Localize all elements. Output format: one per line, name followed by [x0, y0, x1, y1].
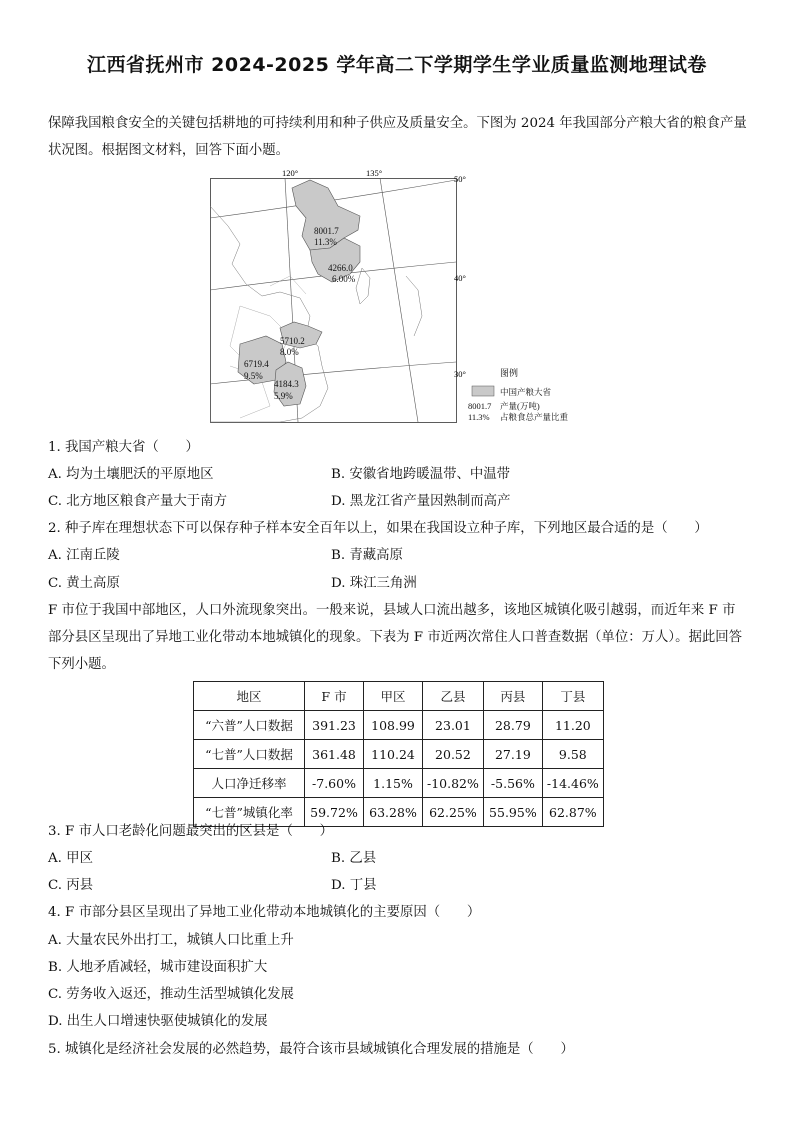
lon-label: 135° [366, 168, 383, 178]
table-cell: -10.82% [423, 769, 484, 798]
question-1-option-c[interactable]: C. 北方地区粮食产量大于南方 [48, 494, 227, 509]
table-cell: 11.20 [542, 711, 603, 740]
question-1-option-a[interactable]: A. 均为土壤肥沃的平原地区 [48, 467, 214, 482]
table-cell: 108.99 [364, 711, 423, 740]
table-cell: 20.52 [423, 740, 484, 769]
table-cell: “六普”人口数据 [194, 711, 305, 740]
table-cell: 62.87% [542, 798, 603, 827]
province-value: 8001.7 [314, 226, 339, 236]
map-legend [468, 367, 569, 422]
question-2-option-b[interactable]: B. 青藏高原 [331, 548, 403, 563]
legend-share-desc: 占粮食总产量比重 [500, 412, 569, 422]
table-cell: 27.19 [483, 740, 542, 769]
table-header-cell: F 市 [305, 682, 364, 711]
table-cell: 59.72% [305, 798, 364, 827]
question-4-stem: 4. F 市部分县区呈现出了异地工业化带动本地城镇化的主要原因（ ） [48, 905, 481, 920]
population-table [193, 681, 604, 827]
legend-value-desc: 产量(万吨) [500, 401, 540, 411]
table-cell: -14.46% [542, 769, 603, 798]
intro-paragraph-population: F 市位于我国中部地区，人口外流现象突出。一般来说，县域人口流出越多，该地区城镇化吸引越弱，而近年来 F 市部分县区呈现出了异地工业化带动本地城镇化的现象。下表为 F 市近两次常住人口普查数据（单位：万人）。据此回答下列小题。 [48, 603, 743, 672]
lat-label: 50° [454, 174, 466, 184]
table-cell: 28.79 [483, 711, 542, 740]
province-value: 4184.3 [274, 379, 299, 389]
grain-province-map [210, 166, 590, 428]
legend-sample-value: 8001.7 [468, 401, 492, 411]
table-cell: 391.23 [305, 711, 364, 740]
page-title: 江西省抚州市 2024-2025 学年高二下学期学生学业质量监测地理试卷 [87, 54, 707, 76]
table-header-cell: 乙县 [423, 682, 484, 711]
question-4-option-c[interactable]: C. 劳务收入返还，推动生活型城镇化发展 [48, 987, 294, 1002]
question-2-option-c[interactable]: C. 黄土高原 [48, 576, 120, 591]
legend-swatch [472, 386, 494, 396]
question-1-option-b[interactable]: B. 安徽省地跨暖温带、中温带 [331, 467, 511, 482]
table-cell: “七普”城镇化率 [194, 798, 305, 827]
table-header-cell: 丙县 [483, 682, 542, 711]
table-cell: -7.60% [305, 769, 364, 798]
province-value: 4266.0 [328, 263, 353, 273]
question-2-option-d[interactable]: D. 珠江三角洲 [331, 576, 417, 591]
question-2-stem: 2. 种子库在理想状态下可以保存种子样本安全百年以上，如果在我国设立种子库，下列地区最合适的是（ ） [48, 521, 708, 536]
table-cell: 63.28% [364, 798, 423, 827]
question-4-option-d[interactable]: D. 出生人口增速快驱使城镇化的发展 [48, 1014, 268, 1029]
lat-label: 30° [454, 369, 466, 379]
table-header-cell: 丁县 [542, 682, 603, 711]
province-value: 6719.4 [244, 359, 269, 369]
table-cell: “七普”人口数据 [194, 740, 305, 769]
table-cell: 1.15% [364, 769, 423, 798]
table-header-row [194, 682, 604, 711]
intro-paragraph-grain: 保障我国粮食安全的关键包括耕地的可持续利用和种子供应及质量安全。下图为 2024 年我国部分产粮大省的粮食产量状况图。根据图文材料，回答下面小题。 [48, 116, 747, 158]
question-3-option-b[interactable]: B. 乙县 [331, 851, 377, 866]
question-2-option-a[interactable]: A. 江南丘陵 [48, 548, 120, 563]
question-1-stem: 1. 我国产粮大省（ ） [48, 440, 199, 455]
table-row [194, 740, 604, 769]
lon-label: 120° [282, 168, 299, 178]
table-cell: 110.24 [364, 740, 423, 769]
legend-sample-share: 11.3% [468, 412, 490, 422]
province-share: 11.3% [314, 237, 337, 247]
table-row [194, 711, 604, 740]
question-4-option-a[interactable]: A. 大量农民外出打工，城镇人口比重上升 [48, 933, 294, 948]
table-header-cell: 地区 [194, 682, 305, 711]
legend-title: 图例 [500, 368, 519, 378]
province-share: 6.00% [332, 274, 356, 284]
table-cell: 62.25% [423, 798, 484, 827]
question-3-option-c[interactable]: C. 丙县 [48, 878, 94, 893]
legend-item: 中国产粮大省 [500, 387, 552, 397]
lat-label: 40° [454, 273, 466, 283]
question-5-stem: 5. 城镇化是经济社会发展的必然趋势，最符合该市县域城镇化合理发展的措施是（ ） [48, 1042, 574, 1057]
table-cell: 人口净迁移率 [194, 769, 305, 798]
question-3-option-a[interactable]: A. 甲区 [48, 851, 93, 866]
table-cell: 23.01 [423, 711, 484, 740]
province-share: 8.0% [280, 347, 299, 357]
table-header-cell: 甲区 [364, 682, 423, 711]
question-4-option-b[interactable]: B. 人地矛盾减轻，城市建设面积扩大 [48, 960, 268, 975]
province-share: 9.5% [244, 371, 263, 381]
province-value: 5710.2 [280, 336, 305, 346]
question-3-option-d[interactable]: D. 丁县 [331, 878, 377, 893]
table-row [194, 769, 604, 798]
table-cell: -5.56% [483, 769, 542, 798]
question-1-option-d[interactable]: D. 黑龙江省产量因熟制而高产 [331, 494, 511, 509]
table-cell: 55.95% [483, 798, 542, 827]
province-share: 5.9% [274, 391, 293, 401]
table-cell: 9.58 [542, 740, 603, 769]
question-3-stem: 3. F 市人口老龄化问题最突出的区县是（ ） [48, 824, 334, 839]
table-cell: 361.48 [305, 740, 364, 769]
